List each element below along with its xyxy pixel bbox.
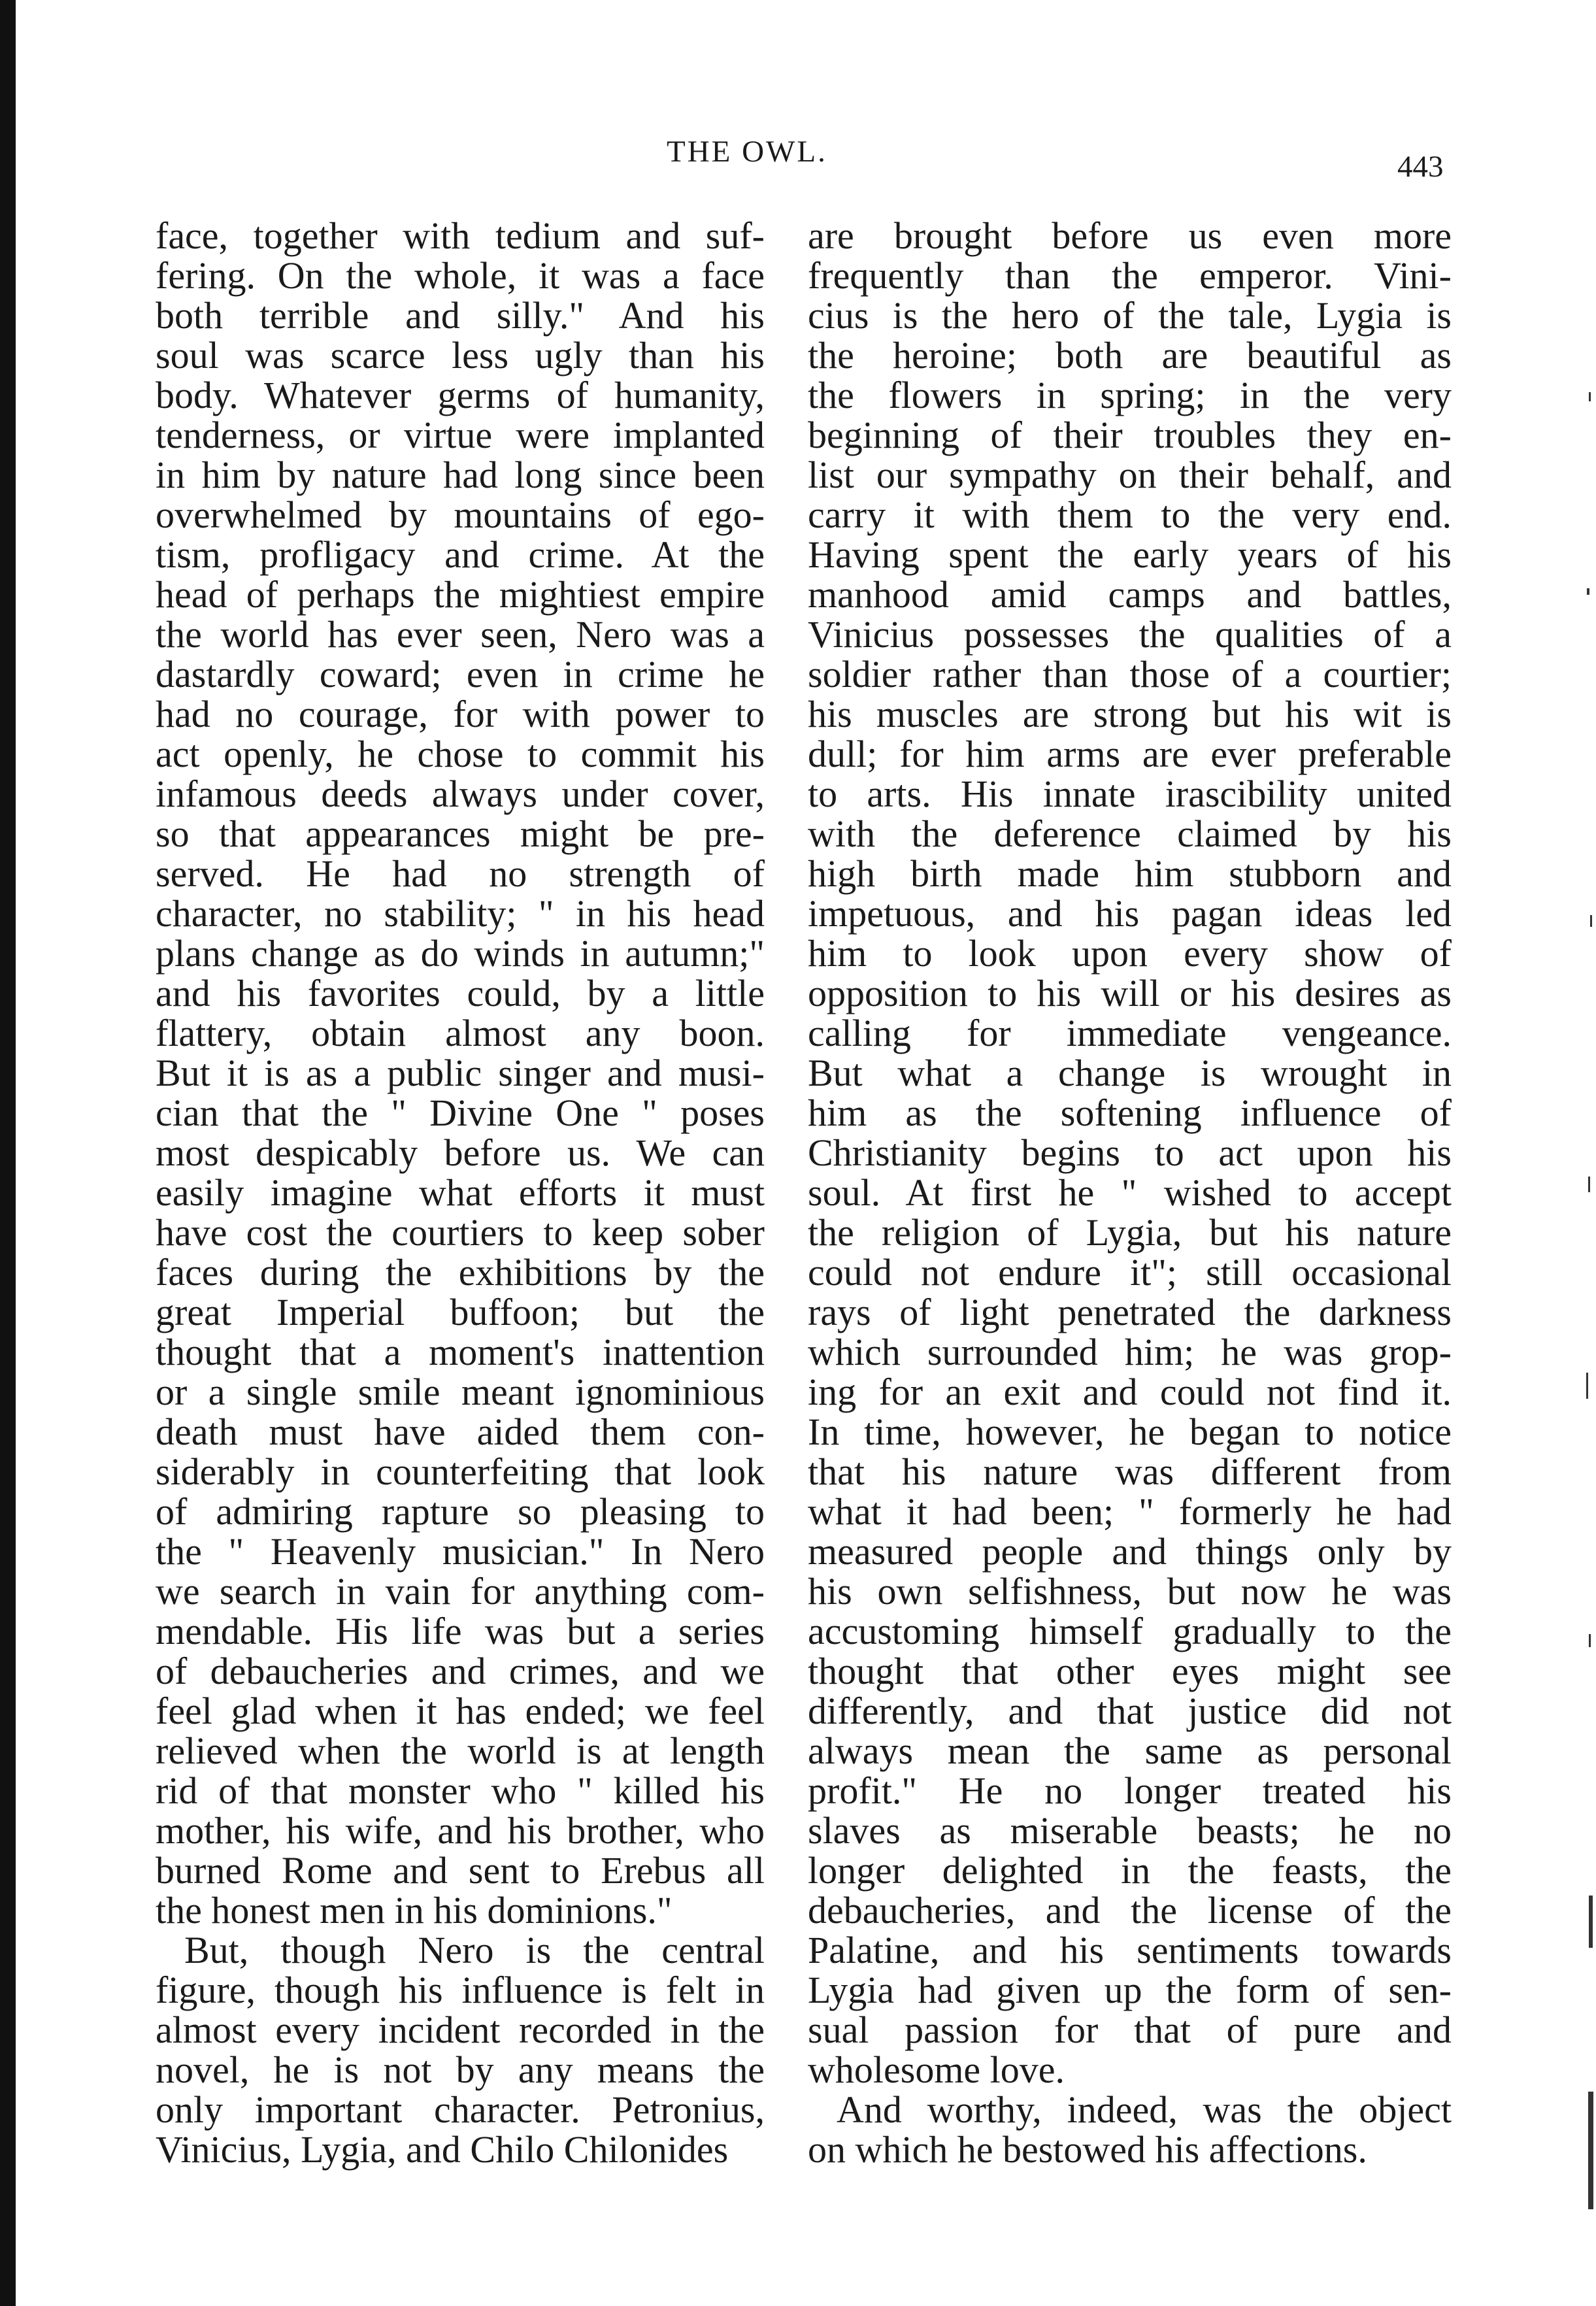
- text-line: faces during the exhibitions by the: [156, 1251, 765, 1294]
- text-line: we search in vain for anything com-: [156, 1570, 765, 1613]
- text-line: what it had been; " formerly he had: [808, 1490, 1452, 1533]
- text-line: flattery, obtain almost any boon.: [156, 1012, 765, 1054]
- text-line: burned Rome and sent to Erebus all: [156, 1849, 765, 1892]
- text-line: calling for immediate vengeance.: [808, 1012, 1452, 1054]
- text-line: could not endure it"; still occasional: [808, 1251, 1452, 1294]
- text-line: or a single smile meant ignominious: [156, 1371, 765, 1413]
- text-line: so that appearances might be pre-: [156, 812, 765, 855]
- text-line: soul was scarce less ugly than his: [156, 334, 765, 376]
- text-line: rays of light penetrated the darkness: [808, 1291, 1452, 1333]
- text-line: wholesome love.: [808, 2048, 1065, 2091]
- text-line: cius is the hero of the tale, Lygia is: [808, 294, 1452, 337]
- text-line: high birth made him stubborn and: [808, 852, 1452, 895]
- text-line: Vinicius, Lygia, and Chilo Chilonides: [156, 2128, 729, 2171]
- running-header: THE OWL.: [667, 135, 827, 169]
- text-line: on which he bestowed his affections.: [808, 2128, 1367, 2171]
- text-line: rid of that monster who " killed his: [156, 1769, 765, 1812]
- text-line: frequently than the emperor. Vini-: [808, 254, 1452, 297]
- text-line: profit." He no longer treated his: [808, 1769, 1452, 1812]
- text-line: most despicably before us. We can: [156, 1131, 765, 1174]
- text-line: Having spent the early years of his: [808, 533, 1452, 576]
- text-line: always mean the same as personal: [808, 1730, 1452, 1772]
- page-number: 443: [1397, 150, 1444, 184]
- text-line: body. Whatever germs of humanity,: [156, 374, 765, 416]
- text-line: head of perhaps the mightiest empire: [156, 573, 765, 616]
- text-line: novel, he is not by any means the: [156, 2048, 765, 2091]
- text-line: dastardly coward; even in crime he: [156, 653, 765, 695]
- text-line: list our sympathy on their behalf, and: [808, 454, 1452, 496]
- text-line: siderably in counterfeiting that look: [156, 1450, 765, 1493]
- text-line: almost every incident recorded in the: [156, 2009, 765, 2051]
- text-line: plans change as do winds in autumn;": [156, 932, 765, 975]
- left-column: [156, 216, 765, 2169]
- text-line: him as the softening influence of: [808, 1092, 1452, 1134]
- text-line: longer delighted in the feasts, the: [808, 1849, 1452, 1892]
- text-line: carry it with them to the very end.: [808, 493, 1452, 536]
- text-line: In time, however, he began to notice: [808, 1411, 1452, 1453]
- text-line: overwhelmed by mountains of ego-: [156, 493, 765, 536]
- text-line: both terrible and silly." And his: [156, 294, 765, 337]
- text-line: manhood amid camps and battles,: [808, 573, 1452, 616]
- text-line: his muscles are strong but his wit is: [808, 693, 1452, 735]
- text-line: to arts. His innate irascibility united: [808, 773, 1452, 815]
- text-line: death must have aided them con-: [156, 1411, 765, 1453]
- text-line: tenderness, or virtue were implanted: [156, 414, 765, 456]
- text-line: of admiring rapture so pleasing to: [156, 1490, 765, 1533]
- text-line: the world has ever seen, Nero was a: [156, 613, 765, 656]
- text-line: Christianity begins to act upon his: [808, 1131, 1452, 1174]
- text-line: face, together with tedium and suf-: [156, 214, 765, 257]
- book-spine-edge: [0, 0, 16, 2306]
- text-line: are brought before us even more: [808, 214, 1452, 257]
- text-line: debaucheries, and the license of the: [808, 1889, 1452, 1931]
- text-line: the honest men in his dominions.": [156, 1889, 673, 1931]
- text-line: fering. On the whole, it was a face: [156, 254, 765, 297]
- text-line: easily imagine what efforts it must: [156, 1171, 765, 1214]
- text-line: figure, though his influence is felt in: [156, 1969, 765, 2011]
- text-line: the religion of Lygia, but his nature: [808, 1211, 1452, 1254]
- text-line: Palatine, and his sentiments towards: [808, 1929, 1452, 1971]
- text-line: measured people and things only by: [808, 1530, 1452, 1573]
- text-line: that his nature was different from: [808, 1450, 1452, 1493]
- text-line: opposition to his will or his desires as: [808, 972, 1452, 1014]
- text-line: mother, his wife, and his brother, who: [156, 1809, 765, 1852]
- text-line: the flowers in spring; in the very: [808, 374, 1452, 416]
- text-line: and his favorites could, by a little: [156, 972, 765, 1014]
- text-line: soldier rather than those of a courtier;: [808, 653, 1452, 695]
- text-line: in him by nature had long since been: [156, 454, 765, 496]
- text-line: of debaucheries and crimes, and we: [156, 1650, 765, 1692]
- text-line: character, no stability; " in his head: [156, 892, 765, 935]
- text-line: tism, profligacy and crime. At the: [156, 533, 765, 576]
- text-line: impetuous, and his pagan ideas led: [808, 892, 1452, 935]
- text-line: thought that a moment's inattention: [156, 1331, 765, 1373]
- text-line: And worthy, indeed, was the object: [837, 2088, 1452, 2131]
- text-line: his own selfishness, but now he was: [808, 1570, 1452, 1613]
- text-line: cian that the " Divine One " poses: [156, 1092, 765, 1134]
- text-line: served. He had no strength of: [156, 852, 765, 895]
- text-line: have cost the courtiers to keep sober: [156, 1211, 765, 1254]
- text-line: act openly, he chose to commit his: [156, 733, 765, 775]
- text-line: Lygia had given up the form of sen-: [808, 1969, 1452, 2011]
- text-line: dull; for him arms are ever preferable: [808, 733, 1452, 775]
- text-line: feel glad when it has ended; we feel: [156, 1690, 765, 1732]
- text-line: But it is as a public singer and musi-: [156, 1052, 765, 1094]
- text-line: sual passion for that of pure and: [808, 2009, 1452, 2051]
- text-line: slaves as miserable beasts; he no: [808, 1809, 1452, 1852]
- text-line: had no courage, for with power to: [156, 693, 765, 735]
- text-line: thought that other eyes might see: [808, 1650, 1452, 1692]
- scan-edge-marks: [1570, 0, 1596, 2306]
- text-line: him to look upon every show of: [808, 932, 1452, 975]
- text-line: accustoming himself gradually to the: [808, 1610, 1452, 1652]
- right-column: [808, 216, 1452, 2169]
- text-line: only important character. Petronius,: [156, 2088, 765, 2131]
- text-line: differently, and that justice did not: [808, 1690, 1452, 1732]
- text-line: mendable. His life was but a series: [156, 1610, 765, 1652]
- text-line: with the deference claimed by his: [808, 812, 1452, 855]
- text-line: soul. At first he " wished to accept: [808, 1171, 1452, 1214]
- text-line: relieved when the world is at length: [156, 1730, 765, 1772]
- text-line: the " Heavenly musician." In Nero: [156, 1530, 765, 1573]
- text-line: Vinicius possesses the qualities of a: [808, 613, 1452, 656]
- text-line: infamous deeds always under cover,: [156, 773, 765, 815]
- text-line: But what a change is wrought in: [808, 1052, 1452, 1094]
- text-line: great Imperial buffoon; but the: [156, 1291, 765, 1333]
- text-line: the heroine; both are beautiful as: [808, 334, 1452, 376]
- text-line: beginning of their troubles they en-: [808, 414, 1452, 456]
- text-line: ing for an exit and could not find it.: [808, 1371, 1452, 1413]
- text-line: which surrounded him; he was grop-: [808, 1331, 1452, 1373]
- text-line: But, though Nero is the central: [184, 1929, 765, 1971]
